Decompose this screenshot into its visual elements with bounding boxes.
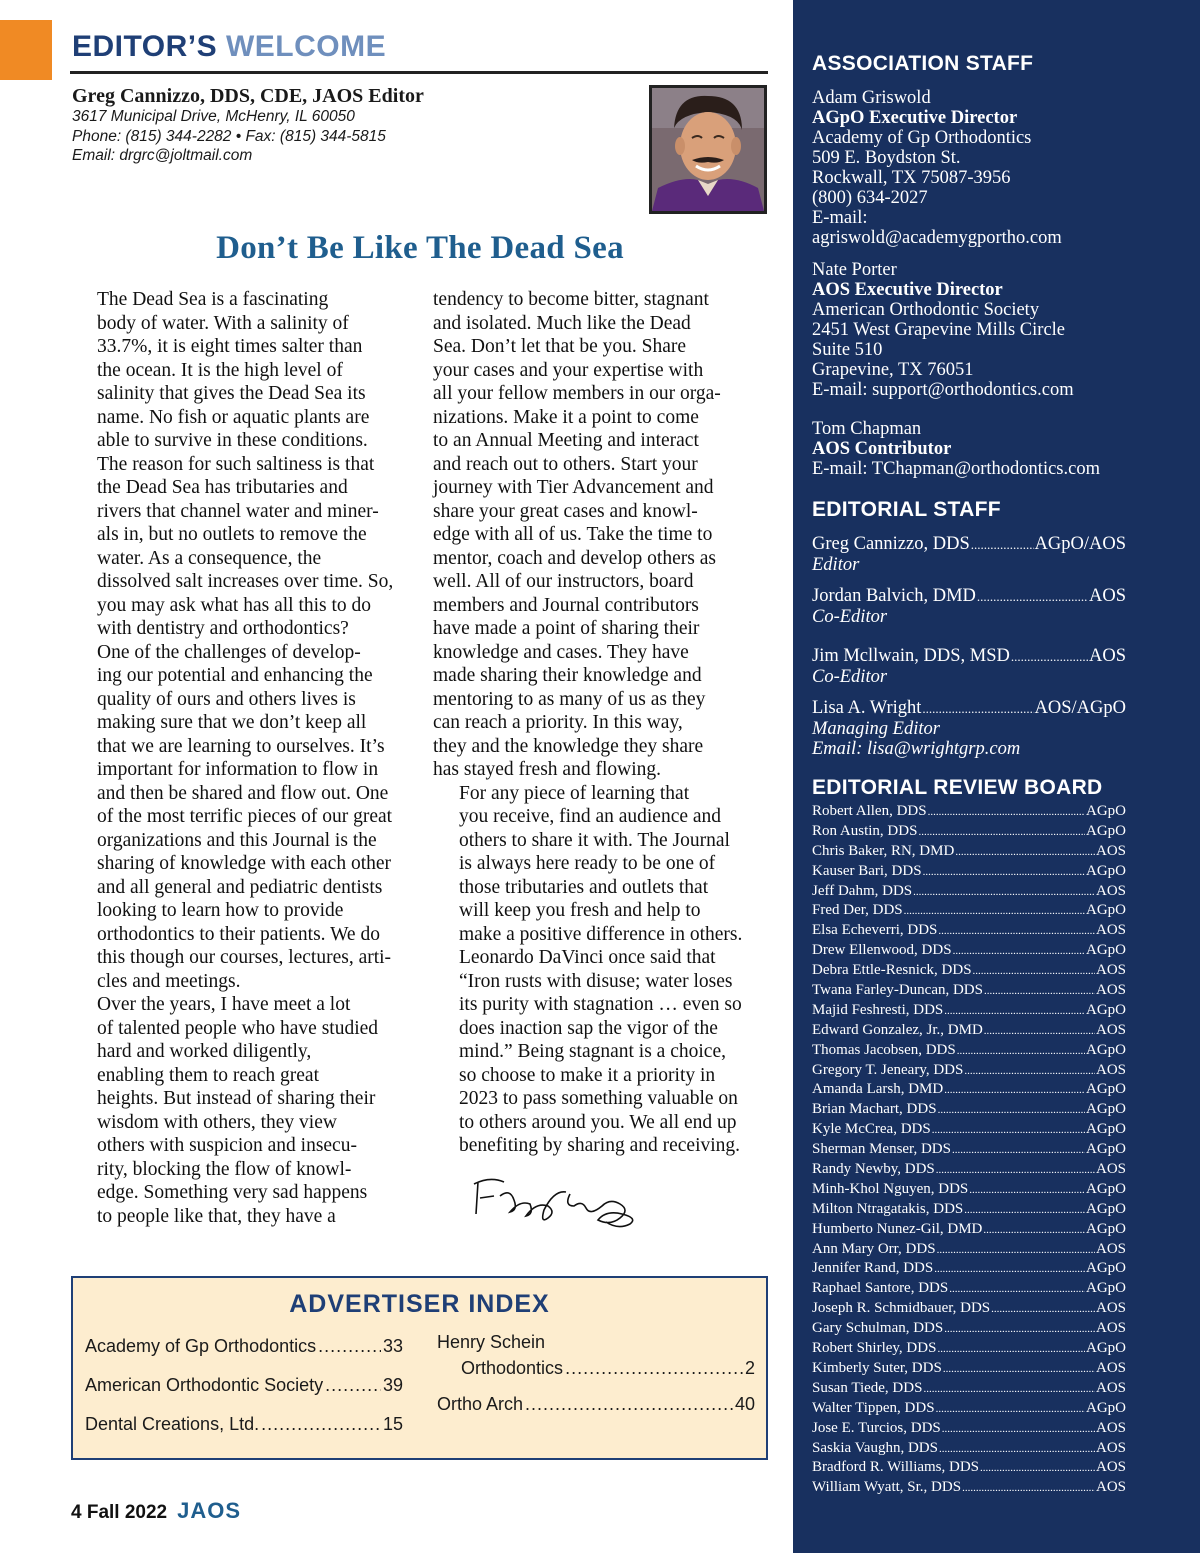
editorial-org: AOS	[1088, 586, 1126, 606]
editorial-role: Co-Editor	[812, 667, 888, 687]
member-org: AGpO	[1086, 1041, 1126, 1058]
member-org: AGpO	[1086, 1220, 1126, 1237]
article-text-line: knowledge and cases. They have	[433, 641, 689, 663]
staff-title: AOS Contributor	[812, 439, 952, 459]
review-board-member	[812, 1380, 1126, 1400]
review-board-member	[812, 1241, 1126, 1261]
article-text-line: The Dead Sea is a fascinating	[97, 289, 329, 310]
header-divider	[70, 71, 768, 74]
review-board-member	[812, 1420, 1126, 1440]
advertiser-index-title: ADVERTISER INDEX	[289, 1290, 550, 1318]
member-org: AOS	[1095, 1061, 1126, 1078]
article-text-line: the Dead Sea has tributaries and	[97, 477, 348, 498]
advertiser-name: Orthodontics	[461, 1358, 564, 1378]
member-name: Bradford R. Williams, DDS	[812, 1459, 980, 1476]
article-text-line: Sea. Don’t let that be you. Share	[433, 336, 687, 357]
review-board-member	[812, 803, 1126, 823]
member-name: Kauser Bari, DDS	[812, 862, 922, 879]
review-board-member	[812, 1101, 1126, 1121]
advertiser-page: 39	[382, 1375, 403, 1395]
advertiser-entry	[85, 1336, 403, 1375]
article-text-line: journey with Tier Advancement and	[433, 477, 714, 498]
member-org: AGpO	[1086, 1260, 1126, 1277]
article-text-line: have made a point of sharing their	[433, 618, 700, 639]
association-staff-heading: ASSOCIATION STAFF	[812, 52, 1034, 75]
member-name: Kyle McCrea, DDS	[812, 1121, 931, 1138]
member-org: AOS	[1095, 1379, 1126, 1396]
article-text-line: One of the challenges of develop-	[97, 641, 361, 663]
member-name: Twana Farley-Duncan, DDS	[812, 982, 983, 999]
orange-accent-tab	[0, 20, 52, 80]
article-paragraph	[71, 641, 407, 994]
member-org: AOS	[1095, 882, 1126, 899]
member-name: Gary Schulman, DDS	[812, 1320, 944, 1337]
advertiser-name: Dental Creations, Ltd.	[85, 1414, 260, 1434]
article-text-line: dissolved salt increases over time. So,	[97, 571, 394, 592]
member-name: Randy Newby, DDS	[812, 1161, 935, 1178]
staff-contact-line: 509 E. Boydston St.	[812, 148, 961, 168]
member-org: AGpO	[1086, 1101, 1126, 1118]
article-text-line: tendency to become bitter, stagnant	[433, 289, 709, 310]
article-text-line: quality of ours and others lives is	[97, 688, 356, 710]
member-name: Minh-Khol Nguyen, DDS	[812, 1180, 969, 1197]
member-org: AGpO	[1086, 1001, 1126, 1018]
article-text-line: hard and worked diligently,	[97, 1041, 312, 1062]
review-board-member	[812, 1081, 1126, 1101]
article-text-line: can reach a priority. In this way,	[433, 712, 683, 733]
member-org: AGpO	[1086, 862, 1126, 879]
section-title	[72, 30, 386, 64]
member-name: Ann Mary Orr, DDS	[812, 1240, 936, 1257]
staff-contact-line: agriswold@academygportho.com	[812, 228, 1062, 248]
member-org: AGpO	[1086, 1399, 1126, 1416]
article-text-line: able to survive in these conditions.	[97, 430, 368, 451]
member-org: AGpO	[1086, 902, 1126, 919]
article-text-line: to people like that, they have a	[97, 1205, 336, 1227]
article-text-line: is always here ready to be one of	[459, 853, 716, 874]
staff-contact-line: Academy of Gp Orthodontics	[812, 128, 1032, 148]
article-text-line: to others around you. We all end up	[459, 1111, 737, 1133]
staff-contact-line: (800) 634-2027	[812, 188, 928, 208]
member-name: Edward Gonzalez, Jr., DMD	[812, 1021, 983, 1038]
article-text-line: ing our potential and enhancing the	[97, 665, 373, 686]
staff-contact-block	[812, 88, 1192, 248]
staff-contact-line: E-mail:	[812, 208, 868, 228]
article-text-line: of the most terrific pieces of our great	[97, 806, 393, 827]
staff-contact-line: American Orthodontic Society	[812, 300, 1040, 320]
advertiser-page: 40	[734, 1394, 755, 1414]
review-board-member	[812, 962, 1126, 982]
article-text-line: salinity that gives the Dead Sea its	[97, 383, 366, 404]
member-name: Ron Austin, DDS	[812, 822, 918, 839]
editor-name: Greg Cannizzo, DDS, CDE, JAOS Editor	[72, 85, 424, 107]
advertiser-name: Academy of Gp Orthodontics	[85, 1336, 317, 1356]
advertiser-entry	[437, 1358, 755, 1394]
member-name: Jeff Dahm, DDS	[812, 882, 913, 899]
review-board-member	[812, 1221, 1126, 1241]
editor-address: 3617 Municipal Drive, McHenry, IL 60050	[72, 108, 355, 125]
member-name: Jennifer Rand, DDS	[812, 1260, 934, 1277]
article-text-line: cles and meetings.	[97, 970, 241, 992]
advertiser-page: 2	[744, 1358, 755, 1378]
article-text-line: share your great cases and knowl-	[433, 500, 698, 522]
review-board-member	[812, 1161, 1126, 1181]
staff-contact-line: Suite 510	[812, 340, 883, 360]
editorial-org: AOS	[1088, 646, 1126, 666]
member-name: Kimberly Suter, DDS	[812, 1359, 942, 1376]
portrait-illustration	[652, 88, 764, 211]
member-name: Amanda Larsh, DMD	[812, 1081, 944, 1098]
staff-name: Tom Chapman	[812, 419, 922, 439]
editorial-role: Co-Editor	[812, 607, 888, 627]
review-board-member	[812, 1400, 1126, 1420]
member-org: AOS	[1095, 1419, 1126, 1436]
article-text-line: orthodontics to their patients. We do	[97, 923, 380, 945]
review-board-member	[812, 1201, 1126, 1221]
article-text-line: benefiting by sharing and receiving.	[459, 1135, 741, 1156]
article-text-line: with dentistry and orthodontics?	[97, 618, 349, 639]
article-text-line: its purity with stagnation … even so	[459, 994, 742, 1015]
article-text-line: Leonardo DaVinci once said that	[459, 947, 716, 968]
editorial-name: Greg Cannizzo, DDS	[812, 534, 970, 554]
member-org: AGpO	[1086, 1200, 1126, 1217]
journal-brand: JAOS	[177, 1498, 242, 1523]
editor-portrait-photo	[649, 85, 767, 214]
article-text-line: so choose to make it a priority in	[459, 1064, 716, 1086]
member-name: Drew Ellenwood, DDS	[812, 942, 952, 959]
staff-name: Adam Griswold	[812, 88, 931, 108]
member-name: Gregory T. Jeneary, DDS	[812, 1061, 964, 1078]
member-name: Humberto Nunez-Gil, DMD	[812, 1220, 983, 1237]
article-text-line: body of water. With a salinity of	[97, 312, 349, 334]
review-board-member	[812, 1062, 1126, 1082]
member-org: AOS	[1095, 1479, 1126, 1496]
article-text-line: you receive, find an audience and	[459, 806, 722, 827]
member-org: AOS	[1095, 842, 1126, 859]
review-board-member	[812, 1479, 1126, 1499]
member-name: Robert Shirley, DDS	[812, 1340, 937, 1357]
article-text-line: members and Journal contributors	[433, 594, 699, 616]
staff-title: AGpO Executive Director	[812, 108, 1018, 128]
article-paragraph	[433, 782, 769, 1158]
review-board-member	[812, 1260, 1126, 1280]
article-title: Don’t Be Like The Dead Sea	[216, 230, 624, 266]
member-name: Sherman Menser, DDS	[812, 1141, 951, 1158]
editorial-role: Editor	[812, 555, 860, 575]
article-text-line: made sharing their knowledge and	[433, 665, 702, 686]
article-text-line: mind.” Being stagnant is a choice,	[459, 1041, 726, 1062]
editor-contact-block	[72, 85, 632, 166]
article-column-2	[433, 288, 769, 1158]
article-text-line: important for information to flow in	[97, 759, 379, 780]
article-text-line: and isolated. Much like the Dead	[433, 312, 691, 334]
member-org: AGpO	[1086, 1081, 1126, 1098]
article-text-line: mentor, coach and develop others as	[433, 547, 716, 569]
article-text-line: The reason for such saltiness is that	[97, 453, 375, 475]
article-text-line: make a positive difference in others.	[459, 923, 743, 945]
member-org: AOS	[1095, 1240, 1126, 1257]
page-number-issue: 4 Fall 2022	[71, 1502, 168, 1523]
article-text-line: will keep you fresh and help to	[459, 900, 701, 921]
member-org: AOS	[1095, 1359, 1126, 1376]
editorial-name: Jordan Balvich, DMD	[812, 586, 976, 606]
advertiser-list-left	[85, 1336, 403, 1453]
review-board-member	[812, 1360, 1126, 1380]
member-name: Milton Ntragatakis, DDS	[812, 1200, 964, 1217]
article-text-line: to an Annual Meeting and interact	[433, 430, 699, 451]
section-title-word1: EDITOR’S	[72, 30, 218, 63]
staff-contact-line: E-mail: support@orthodontics.com	[812, 380, 1074, 400]
member-name: Debra Ettle-Resnick, DDS	[812, 962, 972, 979]
member-org: AOS	[1095, 962, 1126, 979]
article-text-line: mentoring to as many of us as they	[433, 688, 706, 710]
review-board-member	[812, 1440, 1126, 1460]
member-name: William Wyatt, Sr., DDS	[812, 1479, 962, 1496]
article-text-line: edge. Something very sad happens	[97, 1182, 368, 1203]
article-text-line: water. As a consequence, the	[97, 547, 322, 569]
article-text-line: those tributaries and outlets that	[459, 876, 709, 898]
advertiser-entry	[437, 1394, 755, 1430]
review-board-member	[812, 902, 1126, 922]
article-text-line: rivers that channel water and miner-	[97, 500, 379, 522]
editorial-staff-heading: EDITORIAL STAFF	[812, 498, 1001, 521]
advertiser-name: Henry Schein	[437, 1332, 546, 1352]
staff-contact-line: E-mail: TChapman@orthodontics.com	[812, 459, 1100, 479]
member-name: Raphael Santore, DDS	[812, 1280, 949, 1297]
article-text-line: sharing of knowledge with each other	[97, 853, 392, 874]
review-board-member	[812, 1280, 1126, 1300]
editorial-staff-entry	[812, 698, 1126, 759]
member-org: AGpO	[1086, 803, 1126, 819]
article-text-line: all your fellow members in our orga-	[433, 383, 721, 404]
member-org: AOS	[1095, 1161, 1126, 1178]
article-text-line: of talented people who have studied	[97, 1017, 379, 1039]
article-text-line: heights. But instead of sharing their	[97, 1088, 376, 1109]
member-org: AOS	[1095, 1300, 1126, 1317]
member-name: Joseph R. Schmidbauer, DDS	[812, 1300, 991, 1317]
review-board-member	[812, 843, 1126, 863]
member-name: Susan Tiede, DDS	[812, 1379, 923, 1396]
member-name: Majid Feshresti, DDS	[812, 1001, 944, 1018]
advertiser-page: 33	[382, 1336, 403, 1356]
article-text-line: name. No fish or aquatic plants are	[97, 406, 370, 428]
advertiser-page: 15	[382, 1414, 403, 1434]
member-org: AOS	[1095, 982, 1126, 999]
review-board-member	[812, 1459, 1126, 1479]
review-board-member	[812, 922, 1126, 942]
review-board-member	[812, 1141, 1126, 1161]
article-text-line: others with suspicion and insecu-	[97, 1135, 357, 1156]
editorial-role: Managing Editor	[812, 719, 940, 739]
staff-title: AOS Executive Director	[812, 280, 1003, 300]
staff-contact-line: 2451 West Grapevine Mills Circle	[812, 320, 1066, 340]
member-org: AGpO	[1086, 1121, 1126, 1138]
member-name: Brian Machart, DDS	[812, 1101, 937, 1118]
article-text-line: and then be shared and flow out. One	[97, 782, 389, 804]
article-text-line: als in, but no outlets to remove the	[97, 524, 367, 545]
article-text-line: others to share it with. The Journal	[459, 829, 730, 851]
article-text-line: your cases and your expertise with	[433, 359, 704, 381]
member-org: AOS	[1095, 1439, 1126, 1456]
editor-phone: Phone: (815) 344-2282 • Fax: (815) 344-5815	[72, 127, 386, 145]
staff-name: Nate Porter	[812, 260, 897, 280]
member-name: Thomas Jacobsen, DDS	[812, 1041, 956, 1058]
article-text-line: and all general and pediatric dentists	[97, 876, 383, 898]
article-paragraph	[71, 993, 407, 1228]
member-name: Robert Allen, DDS	[812, 803, 927, 819]
member-name: Saskia Vaughn, DDS	[812, 1439, 938, 1456]
member-name: Fred Der, DDS	[812, 902, 903, 919]
editorial-name: Lisa A. Wright	[812, 698, 922, 718]
member-org: AOS	[1095, 1320, 1126, 1337]
article-text-line: looking to learn how to provide	[97, 900, 344, 921]
editor-email: Email: drgrc@joltmail.com	[72, 147, 253, 164]
member-org: AGpO	[1086, 1340, 1126, 1357]
article-text-line: 2023 to pass something valuable on	[459, 1088, 738, 1109]
article-text-line: and reach out to others. Start your	[433, 453, 698, 475]
member-org: AOS	[1095, 922, 1126, 939]
review-board-member	[812, 942, 1126, 962]
article-text-line: wisdom with others, they view	[97, 1111, 337, 1133]
review-board-member	[812, 1042, 1126, 1062]
review-board-member	[812, 863, 1126, 883]
article-text-line: you may ask what has all this to do	[97, 594, 372, 616]
member-org: AGpO	[1086, 822, 1126, 839]
review-board-heading: EDITORIAL REVIEW BOARD	[812, 776, 1103, 799]
editorial-email: Email: lisa@wrightgrp.com	[812, 739, 1021, 759]
review-board-member	[812, 982, 1126, 1002]
article-text-line: “Iron rusts with disuse; water loses	[459, 970, 733, 992]
member-name: Jose E. Turcios, DDS	[812, 1419, 941, 1436]
review-board-member	[812, 883, 1126, 903]
article-text-line: the ocean. It is the high level of	[97, 359, 343, 381]
review-board-member	[812, 1022, 1126, 1042]
article-text-line: organizations and this Journal is the	[97, 829, 377, 851]
advertiser-list-right	[437, 1332, 755, 1430]
article-paragraph	[71, 288, 407, 641]
member-name: Walter Tippen, DDS	[812, 1399, 935, 1416]
review-board-member	[812, 1121, 1126, 1141]
member-org: AGpO	[1086, 1180, 1126, 1197]
article-text-line: has stayed fresh and flowing.	[433, 759, 661, 780]
article-text-line: enabling them to reach great	[97, 1064, 319, 1086]
article-text-line: that we are learning to ourselves. It’s	[97, 735, 385, 757]
editorial-org: AOS/AGpO	[1034, 698, 1126, 718]
member-name: Elsa Echeverri, DDS	[812, 922, 938, 939]
article-text-line: this though our courses, lectures, arti-	[97, 947, 392, 968]
member-org: AGpO	[1086, 942, 1126, 959]
editorial-name: Jim Mcllwain, DDS, MSD	[812, 646, 1010, 666]
advertiser-entry	[85, 1375, 403, 1414]
article-text-line: For any piece of learning that	[459, 782, 690, 804]
member-org: AOS	[1095, 1021, 1126, 1038]
review-board-member	[812, 1320, 1126, 1340]
article-text-line: does inaction sap the vigor of the	[459, 1017, 718, 1039]
editorial-staff-entry	[812, 646, 1126, 687]
staff-contact-line: Grapevine, TX 76051	[812, 360, 974, 380]
staff-sidebar	[793, 0, 1200, 1553]
article-paragraph	[433, 288, 769, 782]
member-org: AGpO	[1086, 1280, 1126, 1297]
article-text-line: rity, blocking the flow of knowl-	[97, 1158, 352, 1180]
member-name: Chris Baker, RN, DMD	[812, 842, 955, 859]
staff-contact-line: Rockwall, TX 75087-3956	[812, 168, 1011, 188]
editor-signature	[470, 1170, 645, 1230]
member-org: AGpO	[1086, 1141, 1126, 1158]
page-footer	[71, 1498, 241, 1524]
advertiser-entry	[85, 1414, 403, 1453]
article-text-line: they and the knowledge they share	[433, 735, 704, 757]
editorial-staff-entry	[812, 586, 1126, 627]
review-board-member	[812, 1181, 1126, 1201]
section-title-word2: WELCOME	[225, 30, 387, 63]
review-board-member	[812, 823, 1126, 843]
article-text-line: well. All of our instructors, board	[433, 571, 694, 592]
article-text-line: making sure that we don’t keep all	[97, 712, 367, 733]
article-text-line: nizations. Make it a point to come	[433, 406, 699, 428]
editorial-org: AGpO/AOS	[1034, 534, 1126, 554]
review-board-list	[812, 803, 1126, 1499]
article-column-1	[71, 288, 407, 1228]
advertiser-index-box	[71, 1276, 768, 1460]
advertiser-name: American Orthodontic Society	[85, 1375, 324, 1395]
staff-contact-block	[812, 419, 1192, 479]
editorial-staff-entry	[812, 534, 1126, 575]
article-text-line: 33.7%, it is eight times salter than	[97, 336, 363, 357]
article-text-line: Over the years, I have meet a lot	[97, 994, 351, 1015]
review-board-member	[812, 1300, 1126, 1320]
advertiser-name: Ortho Arch	[437, 1394, 524, 1414]
review-board-member	[812, 1002, 1126, 1022]
review-board-member	[812, 1340, 1126, 1360]
staff-contact-block	[812, 260, 1192, 400]
article-text-line: edge with all of us. Take the time to	[433, 524, 713, 545]
member-org: AOS	[1095, 1459, 1126, 1476]
